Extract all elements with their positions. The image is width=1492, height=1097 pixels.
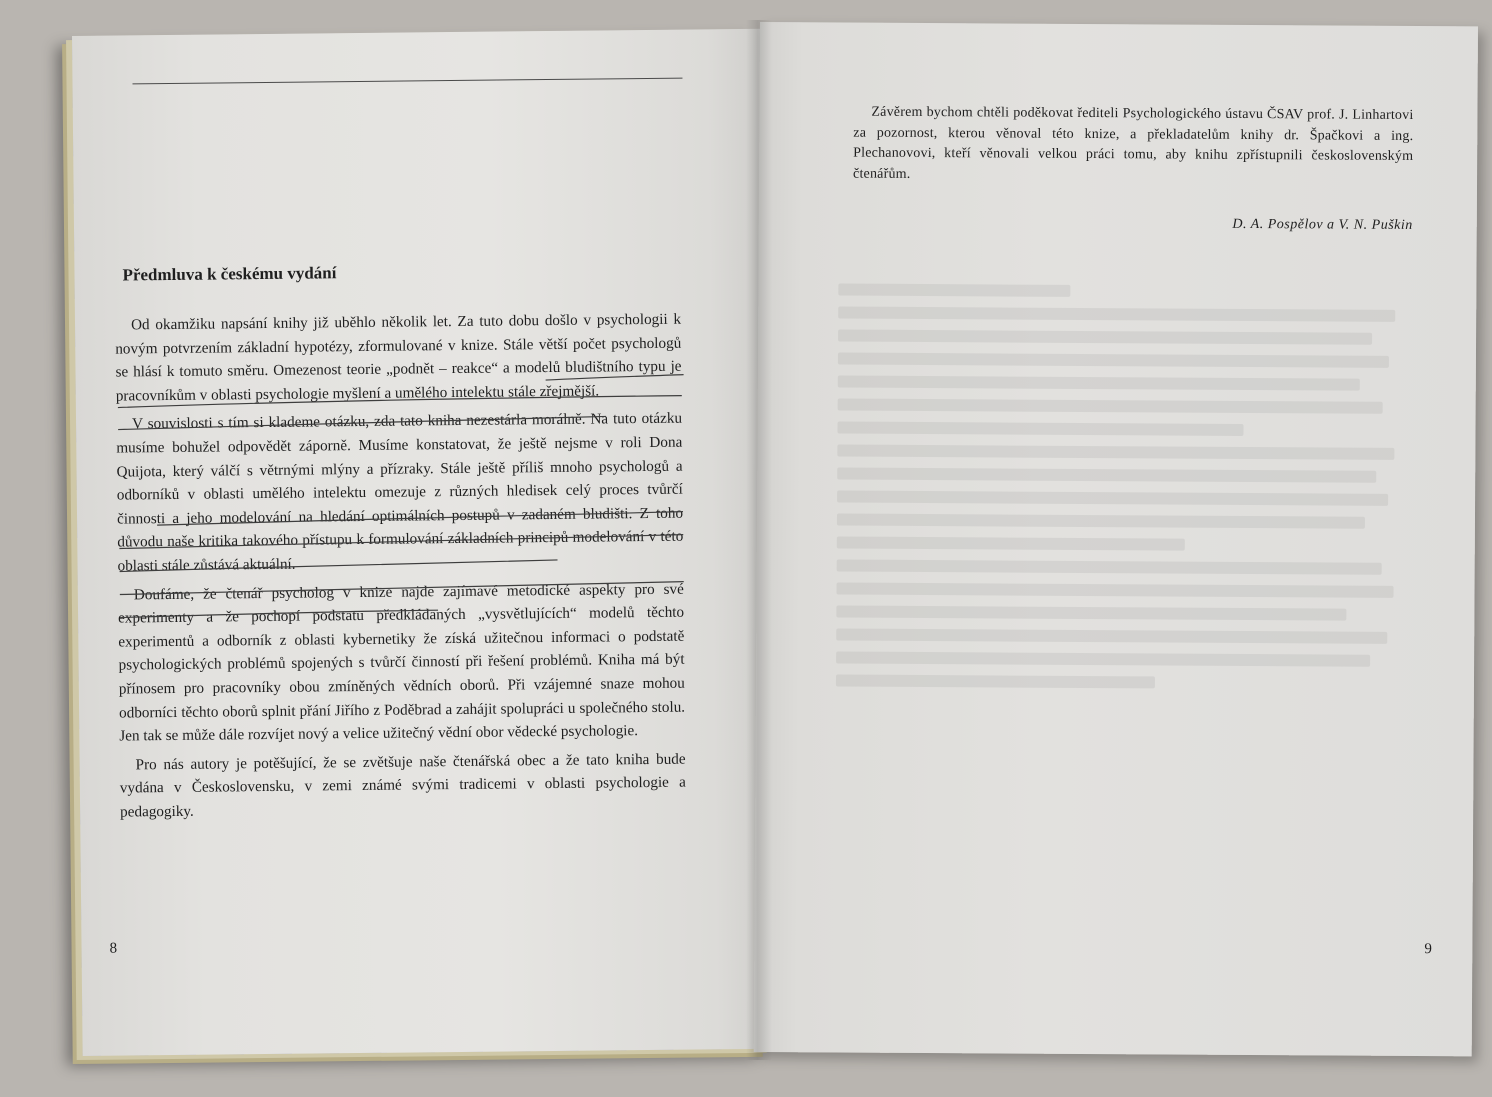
paragraph-4: Pro nás autory je potěšující, že se zvětšuje naše čtenářská obec a že tato kniha bude vydána v Československu, v zemi známé svými tradicemi v oblasti psychologie a pedagogiky.: [119, 750, 686, 821]
left-page: [72, 29, 773, 1056]
acknowledgement-paragraph: Závěrem bychom chtěli poděkovat řediteli Psychologického ústavu ČSAV prof. J. Linhartovi za pozornost, kterou věnoval této knize, a překladatelům knihy dr. Špačkovi a ing. Plechanovovi, kteří věnovali velkou práci tomu, aby knihu zpřístupnili československým čtenářům.: [853, 104, 1414, 182]
show-through-text: [835, 272, 1418, 836]
right-page: [754, 22, 1478, 1056]
top-rule: [132, 78, 682, 85]
paragraph-3: Doufáme, že čtenář psycholog v knize najde zajímavé metodické aspekty pro své experimenty a že pochopí podstatu předkládaných „vysvětlujících“ modelů těchto experimentů a odborník z oblasti kybernetiky že získá užitečnou informaci o podstatě psychologických problémů spojených s tvůrčí činností při řešení problémů. Kniha má být přínosem pro pracovníky obou zmíněných vědních oborů. Při vzájemné snaze mohou odborníci těchto oborů splnit přání Jiřího z Poděbrad a zahájit spolupráci u společného stolu. Jen tak se může dále rozvíjet nový a velice užitečný vědní obor vědecké psychologie.: [118, 580, 686, 745]
authors-signature: D. A. Pospělov a V. N. Puškin: [1232, 216, 1413, 233]
paragraph-2: V souvislosti s tím si klademe otázku, zda tato kniha nezestárla morálně. Na tuto otázku musíme bohužel odpovědět záporně. Musíme konstatovat, že ještě nejsme v roli Dona Quijota, který válčí s větrnými mlýny a přízraky. Stále ještě příliš mnoho psychologů a odborníků v oblasti umělého intelektu omezuje z různých hledisek celý proces tvůrčí činnosti a jeho modelování na hledání optimálních postupů v zadaném bludišti. Z toho důvodu naše kritika takového přístupu k formulování základních principů modelování v této oblasti stále zůstává aktuální.: [116, 410, 684, 575]
acknowledgement: [853, 103, 1413, 188]
page-number-right: 9: [1424, 941, 1432, 958]
paragraph-1: Od okamžiku napsání knihy již uběhlo několik let. Za tuto dobu došlo v psychologii k novým potvrzením základní hypotézy, zformulované v knize. Stále větší počet psychologů se hlásí k tomuto směru. Omezenost teorie „podnět – reakce“ a modelů bludištního typu je pracovníkům v oblasti psychologie myšlení a umělého intelektu stále zřejmější.: [115, 310, 682, 405]
preface-body: [115, 308, 686, 829]
chapter-heading: Předmluva k českému vydání: [122, 263, 337, 285]
book-gutter: [746, 20, 772, 1060]
page-number-left: 8: [109, 940, 118, 957]
